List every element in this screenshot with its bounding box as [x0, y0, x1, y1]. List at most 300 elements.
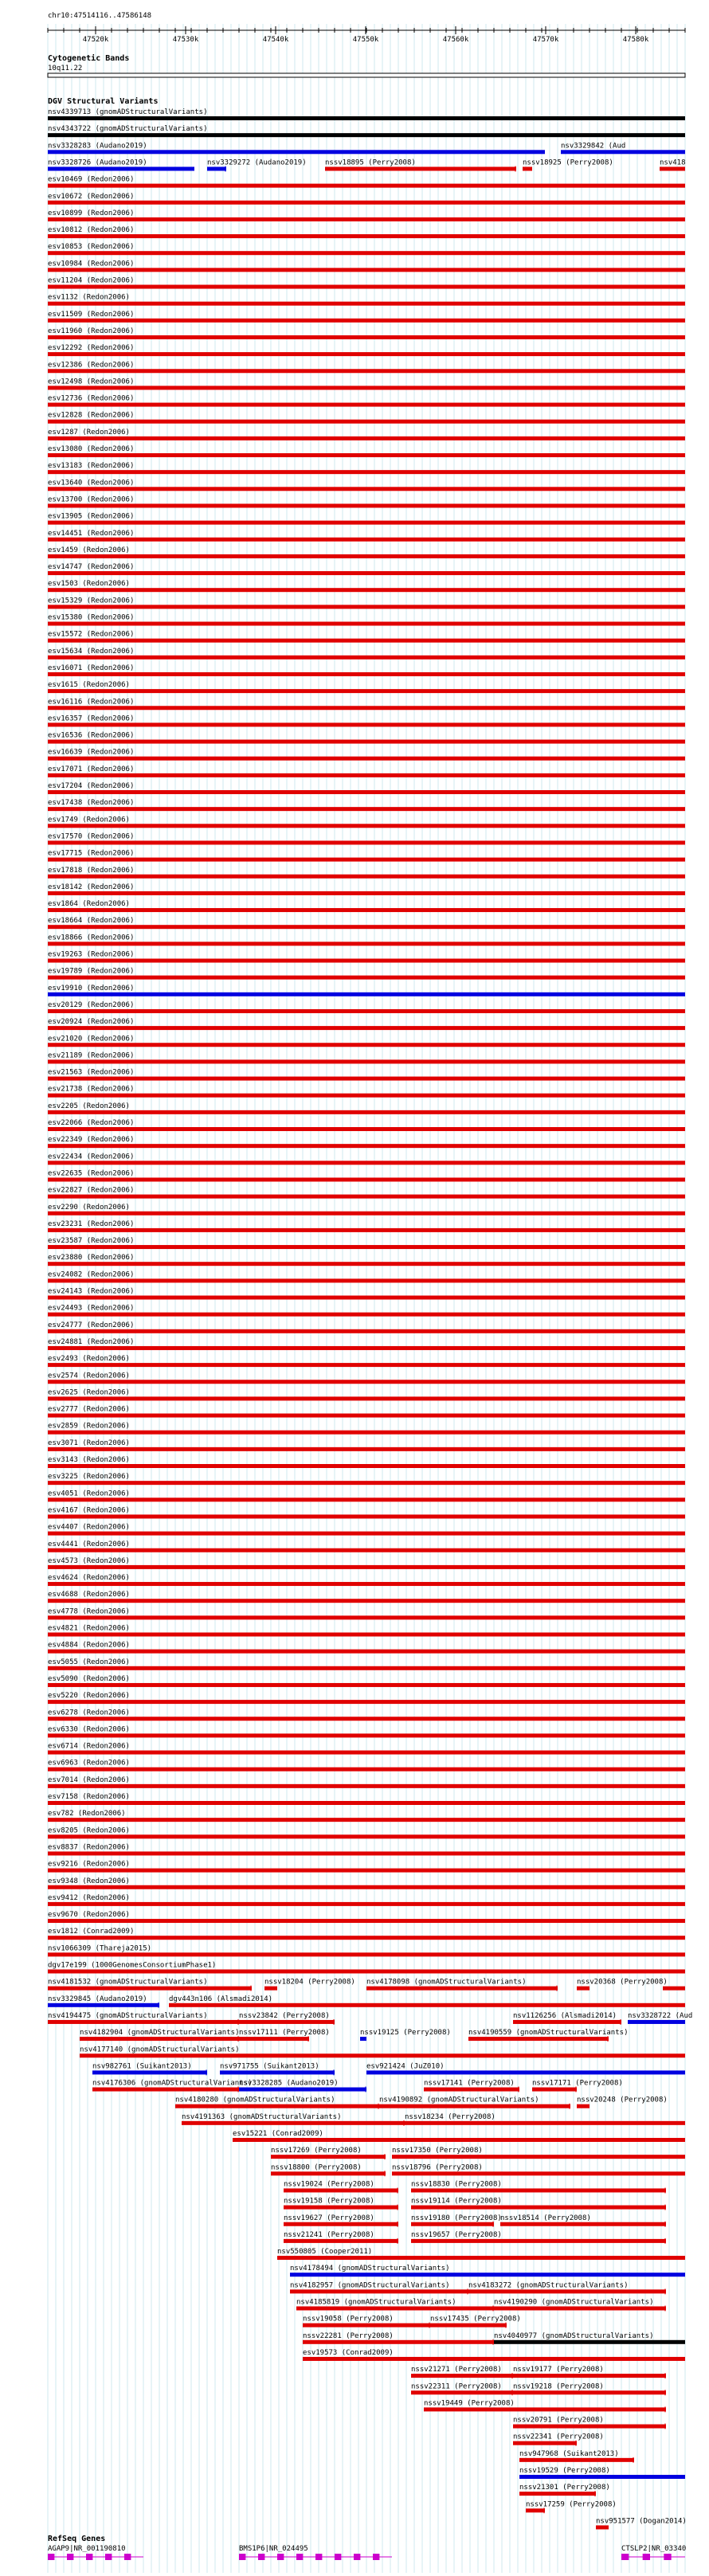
variant-bar[interactable]: [48, 437, 685, 440]
variant-label: esv11204 (Redon2006): [48, 276, 135, 285]
variant-bar[interactable]: [513, 2020, 621, 2024]
variant-bar[interactable]: [48, 1414, 685, 1418]
variant-bar[interactable]: [48, 1144, 685, 1148]
variant-label: nssv19125 (Perry2008): [360, 2029, 451, 2038]
variant-bar[interactable]: [48, 1009, 685, 1013]
variant-bar[interactable]: [239, 2037, 309, 2041]
variant-label: esv20924 (Redon2006): [48, 1018, 135, 1027]
variant-row: [284, 2198, 666, 2210]
variant-label: esv23880 (Redon2006): [48, 1254, 135, 1263]
variant-label: esv17071 (Redon2006): [48, 765, 135, 773]
gene-exon: [105, 2554, 112, 2560]
variant-bar[interactable]: [48, 1919, 685, 1923]
variant-bar[interactable]: [48, 1936, 685, 1940]
variant-bar[interactable]: [48, 251, 685, 255]
ruler-tick-label: 47540k: [262, 36, 289, 44]
variant-label: nsv4191363 (gnomADStructuralVariants): [182, 2112, 342, 2121]
variant-label: esv1459 (Redon2006): [48, 546, 130, 554]
variant-label: nssv19114 (Perry2008): [411, 2197, 502, 2206]
gene-exon: [277, 2554, 284, 2560]
variant-bar[interactable]: [48, 1818, 685, 1822]
variant-bar[interactable]: [48, 133, 685, 137]
variant-bar[interactable]: [48, 1329, 685, 1333]
variant-bar[interactable]: [277, 2256, 685, 2260]
variant-bar[interactable]: [271, 2171, 386, 2175]
variant-bar[interactable]: [660, 166, 685, 170]
variant-label: nssv18514 (Perry2008): [500, 2214, 591, 2222]
variant-bar[interactable]: [303, 2340, 494, 2344]
variant-label: nssv20368 (Perry2008): [577, 1978, 668, 1987]
variant-label: esv8837 (Redon2006): [48, 1843, 130, 1852]
variant-bar[interactable]: [48, 773, 685, 777]
variant-label: esv9216 (Redon2006): [48, 1860, 130, 1869]
variant-bar[interactable]: [92, 2070, 207, 2074]
variant-label: nssv19180 (Perry2008): [411, 2214, 502, 2222]
gene-exon: [621, 2554, 629, 2560]
variant-bar[interactable]: [48, 1565, 685, 1569]
variant-bar[interactable]: [48, 150, 545, 154]
variant-bar[interactable]: [48, 1615, 685, 1619]
variant-label: nssv17171 (Perry2008): [532, 2079, 623, 2088]
variant-label: esv12736 (Redon2006): [48, 394, 135, 403]
variant-label: esv7158 (Redon2006): [48, 1793, 130, 1801]
variant-bar[interactable]: [405, 2121, 685, 2125]
variant-bar[interactable]: [182, 2121, 405, 2125]
variant-label: esv1287 (Redon2006): [48, 428, 130, 437]
variant-label: esv9670 (Redon2006): [48, 1911, 130, 1920]
variant-bar[interactable]: [500, 2222, 666, 2226]
variant-bar[interactable]: [48, 605, 685, 609]
variant-label: esv4167 (Redon2006): [48, 1506, 130, 1515]
variant-bar[interactable]: [48, 1532, 685, 1536]
variant-bar[interactable]: [523, 166, 532, 170]
variant-bar[interactable]: [411, 2206, 666, 2210]
variant-bar[interactable]: [392, 2155, 685, 2159]
variant-label: esv18664 (Redon2006): [48, 917, 135, 926]
variant-bar[interactable]: [48, 1059, 685, 1063]
variant-label: nsv4178494 (gnomADStructuralVariants): [290, 2265, 450, 2273]
variant-label: esv21738 (Redon2006): [48, 1085, 135, 1094]
variant-bar[interactable]: [513, 2390, 666, 2394]
variant-bar[interactable]: [48, 1245, 685, 1249]
variant-bar[interactable]: [513, 2441, 577, 2445]
variant-bar[interactable]: [48, 453, 685, 457]
variant-label: esv22434 (Redon2006): [48, 1153, 135, 1161]
variant-bar[interactable]: [48, 1599, 685, 1603]
variant-bar[interactable]: [207, 166, 226, 170]
variant-bar[interactable]: [468, 2289, 666, 2293]
variant-label: esv16357 (Redon2006): [48, 714, 135, 723]
variant-bar[interactable]: [48, 1834, 685, 1838]
variant-label: nsv4177140 (gnomADStructuralVariants): [80, 2046, 240, 2054]
variant-bar[interactable]: [48, 1733, 685, 1737]
variant-label: esv13700 (Redon2006): [48, 495, 135, 504]
variant-bar[interactable]: [48, 1514, 685, 1518]
variant-bar[interactable]: [48, 840, 685, 844]
variant-bar[interactable]: [48, 992, 685, 996]
variant-label: nsv947968 (Suikant2013): [519, 2449, 619, 2458]
variant-bar[interactable]: [290, 2273, 685, 2277]
variant-label: esv24881 (Redon2006): [48, 1337, 135, 1346]
refseq-gene[interactable]: [239, 2545, 392, 2560]
variant-bar[interactable]: [48, 1346, 685, 1350]
variant-bar[interactable]: [48, 942, 685, 945]
variant-bar[interactable]: [411, 2239, 666, 2243]
variant-bar[interactable]: [48, 1548, 685, 1552]
variant-label: esv22827 (Redon2006): [48, 1186, 135, 1195]
variant-bar[interactable]: [239, 2020, 335, 2024]
variant-bar[interactable]: [48, 369, 685, 373]
variant-bar[interactable]: [366, 2070, 685, 2074]
variant-label: esv1749 (Redon2006): [48, 816, 130, 824]
variant-bar[interactable]: [494, 2340, 685, 2344]
variant-label: esv1615 (Redon2006): [48, 681, 130, 690]
variant-bar[interactable]: [48, 1851, 685, 1855]
variant-row: [596, 2517, 687, 2529]
variant-bar[interactable]: [628, 2020, 685, 2024]
variant-bar[interactable]: [233, 2138, 685, 2142]
ruler-tick-label: 47530k: [172, 36, 199, 44]
variant-label: nsv4343722 (gnomADStructuralVariants): [48, 125, 208, 134]
variant-label: nssv17141 (Perry2008): [424, 2079, 515, 2088]
variant-label: esv6963 (Redon2006): [48, 1759, 130, 1768]
variant-bar[interactable]: [48, 302, 685, 306]
variant-bar[interactable]: [48, 1026, 685, 1030]
ruler-tick-label: 47570k: [532, 36, 559, 44]
gene-exon: [643, 2554, 650, 2560]
variant-bar[interactable]: [48, 386, 685, 390]
variant-bar[interactable]: [48, 554, 685, 558]
variant-bar[interactable]: [92, 2088, 239, 2092]
variant-label: esv3071 (Redon2006): [48, 1439, 130, 1447]
variant-label: esv16116 (Redon2006): [48, 698, 135, 707]
variant-label: esv17204 (Redon2006): [48, 782, 135, 790]
variant-bar[interactable]: [48, 1043, 685, 1047]
variant-label: nssv17269 (Perry2008): [271, 2147, 362, 2155]
variant-bar[interactable]: [48, 622, 685, 626]
cytoband-bar[interactable]: [48, 73, 685, 77]
variant-bar[interactable]: [325, 166, 516, 170]
variant-bar[interactable]: [48, 166, 194, 170]
variant-bar[interactable]: [424, 2407, 666, 2411]
cytoband-label: 10q11.22: [48, 65, 83, 72]
variant-bar[interactable]: [48, 1768, 685, 1771]
variant-bar[interactable]: [561, 150, 685, 154]
variant-bar[interactable]: [392, 2171, 685, 2175]
variant-label: nsv1066309 (Thareja2015): [48, 1944, 152, 1953]
variant-row: [519, 2450, 634, 2463]
variant-row: [92, 2080, 623, 2093]
variant-bar[interactable]: [48, 420, 685, 424]
variant-bar[interactable]: [48, 740, 685, 744]
variant-bar[interactable]: [519, 2492, 596, 2496]
variant-label: esv22635 (Redon2006): [48, 1169, 135, 1178]
variant-bar[interactable]: [48, 234, 685, 238]
variant-bar[interactable]: [48, 1987, 252, 1991]
variant-bar[interactable]: [48, 1481, 685, 1485]
variant-label: esv20129 (Redon2006): [48, 1000, 135, 1009]
variant-bar[interactable]: [596, 2525, 609, 2529]
ruler-tick-label: 47580k: [622, 36, 649, 44]
variant-bar[interactable]: [526, 2508, 545, 2512]
variant-bar[interactable]: [48, 639, 685, 643]
variant-label: esv6278 (Redon2006): [48, 1709, 130, 1717]
variant-label: esv22349 (Redon2006): [48, 1136, 135, 1145]
variant-bar[interactable]: [80, 2037, 239, 2041]
variant-label: nssv19177 (Perry2008): [513, 2366, 604, 2374]
variant-label: esv4778 (Redon2006): [48, 1607, 130, 1616]
variant-label: nsv4183272 (gnomADStructuralVariants): [468, 2281, 629, 2290]
gene-label: CTSLP2|NR_03340: [621, 2545, 687, 2553]
variant-label: nssv17435 (Perry2008): [430, 2315, 521, 2323]
variant-label: nssv21301 (Perry2008): [519, 2484, 610, 2492]
variant-bar[interactable]: [48, 571, 685, 575]
variant-label: esv12386 (Redon2006): [48, 361, 135, 370]
variant-bar[interactable]: [577, 1987, 590, 1991]
variant-label: esv4688 (Redon2006): [48, 1591, 130, 1599]
variant-bar[interactable]: [48, 1177, 685, 1181]
variant-label: nsv4185819 (gnomADStructuralVariants): [296, 2298, 456, 2307]
variant-bar[interactable]: [48, 588, 685, 592]
variant-label: esv2859 (Redon2006): [48, 1422, 130, 1431]
variant-bar[interactable]: [296, 2307, 494, 2311]
variant-bar[interactable]: [48, 285, 685, 289]
variant-bar[interactable]: [48, 976, 685, 980]
variant-label: nsv550805 (Cooper2011): [277, 2248, 373, 2257]
variant-bar[interactable]: [379, 2104, 570, 2108]
variant-bar[interactable]: [48, 959, 685, 963]
variant-bar[interactable]: [48, 875, 685, 879]
variant-bar[interactable]: [48, 503, 685, 507]
variant-bar[interactable]: [48, 1296, 685, 1300]
variant-label: esv17715 (Redon2006): [48, 849, 135, 858]
variant-bar[interactable]: [48, 116, 685, 120]
variant-bar[interactable]: [48, 1633, 685, 1637]
variant-bar[interactable]: [48, 689, 685, 693]
variant-bar[interactable]: [48, 1717, 685, 1721]
variant-bar[interactable]: [48, 1110, 685, 1114]
variant-bar[interactable]: [360, 2037, 366, 2041]
variant-bar[interactable]: [468, 2037, 609, 2041]
variant-label: nsv4339713 (gnomADStructuralVariants): [48, 108, 208, 116]
variant-label: nsv4180280 (gnomADStructuralVariants): [175, 2096, 335, 2104]
variant-bar[interactable]: [284, 2239, 398, 2243]
variant-label: nsv4194475 (gnomADStructuralVariants): [48, 2011, 208, 2020]
variant-bar[interactable]: [48, 1464, 685, 1468]
variant-label: esv3225 (Redon2006): [48, 1473, 130, 1482]
variant-bar[interactable]: [48, 1902, 685, 1906]
variant-bar[interactable]: [48, 268, 685, 272]
variant-bar[interactable]: [48, 1666, 685, 1670]
variant-bar[interactable]: [48, 1195, 685, 1199]
variant-bar[interactable]: [48, 824, 685, 828]
variant-bar[interactable]: [239, 2088, 366, 2092]
variant-label: nsv971755 (Suikant2013): [220, 2062, 319, 2071]
variant-bar[interactable]: [513, 2374, 666, 2378]
variant-bar[interactable]: [48, 538, 685, 542]
variant-bar[interactable]: [48, 1396, 685, 1400]
variant-bar[interactable]: [519, 2475, 685, 2479]
variant-label: esv1812 (Conrad2009): [48, 1928, 135, 1936]
variant-bar[interactable]: [48, 201, 685, 205]
variant-bar[interactable]: [48, 1801, 685, 1805]
variant-label: nsv4181532 (gnomADStructuralVariants): [48, 1978, 208, 1987]
variant-label: esv1503 (Redon2006): [48, 580, 130, 589]
variant-bar[interactable]: [48, 1447, 685, 1451]
ruler-tick-label: 47520k: [82, 36, 109, 44]
variant-bar[interactable]: [48, 1212, 685, 1216]
variant-label: dgv443n106 (Alsmadi2014): [169, 1995, 273, 2003]
variant-bar[interactable]: [48, 1262, 685, 1266]
variant-bar[interactable]: [48, 790, 685, 794]
variant-bar[interactable]: [220, 2070, 335, 2074]
variant-bar[interactable]: [48, 1885, 685, 1889]
variant-bar[interactable]: [48, 403, 685, 407]
variant-row: [271, 2163, 685, 2176]
variant-label: nssv19218 (Perry2008): [513, 2382, 604, 2391]
variant-label: esv10853 (Redon2006): [48, 243, 135, 252]
variant-row: [271, 2147, 685, 2159]
gene-exon: [124, 2554, 131, 2560]
variant-bar[interactable]: [48, 1127, 685, 1131]
variant-row: [513, 2417, 666, 2429]
variant-bar[interactable]: [577, 2104, 590, 2108]
variant-bar[interactable]: [48, 1161, 685, 1165]
variant-bar[interactable]: [48, 470, 685, 474]
variant-bar[interactable]: [366, 1987, 558, 1991]
variant-bar[interactable]: [175, 2104, 379, 2108]
variant-bar[interactable]: [48, 2020, 239, 2024]
variant-label: esv5090 (Redon2006): [48, 1674, 130, 1683]
gene-exon: [335, 2554, 341, 2560]
variant-bar[interactable]: [663, 1987, 685, 1991]
variant-bar[interactable]: [284, 2206, 398, 2210]
variant-bar[interactable]: [48, 858, 685, 862]
variant-bar[interactable]: [411, 2374, 513, 2378]
variant-bar[interactable]: [48, 335, 685, 339]
variant-bar[interactable]: [424, 2088, 519, 2092]
variant-bar[interactable]: [48, 1077, 685, 1081]
variant-bar[interactable]: [48, 521, 685, 525]
variant-bar[interactable]: [48, 1582, 685, 1586]
variant-bar[interactable]: [48, 319, 685, 323]
variant-bar[interactable]: [494, 2307, 666, 2311]
variant-bar[interactable]: [411, 2188, 666, 2192]
variant-bar[interactable]: [271, 2155, 386, 2159]
cytoband-track-title: Cytogenetic Bands: [48, 54, 130, 63]
variant-bar[interactable]: [48, 1700, 685, 1704]
variant-bar[interactable]: [80, 2053, 685, 2057]
variant-bar[interactable]: [48, 1784, 685, 1788]
variant-label: esv2777 (Redon2006): [48, 1405, 130, 1414]
variant-label: nssv19158 (Perry2008): [284, 2197, 374, 2206]
variant-label: esv24143 (Redon2006): [48, 1287, 135, 1296]
variant-bar[interactable]: [48, 1650, 685, 1654]
variant-bar[interactable]: [48, 184, 685, 188]
variant-row: [175, 2096, 668, 2109]
variant-bar[interactable]: [48, 1313, 685, 1317]
variant-label: nsv982761 (Suikant2013): [92, 2062, 192, 2071]
variant-bar[interactable]: [48, 656, 685, 660]
variant-bar[interactable]: [303, 2323, 430, 2327]
refseq-gene[interactable]: [621, 2545, 686, 2560]
gene-exon: [86, 2554, 92, 2560]
variant-label: esv15634 (Redon2006): [48, 647, 135, 656]
variant-bar[interactable]: [411, 2222, 494, 2226]
variant-bar[interactable]: [532, 2088, 577, 2092]
variant-bar[interactable]: [48, 217, 685, 221]
variant-bar[interactable]: [48, 1431, 685, 1435]
variant-label: esv19789 (Redon2006): [48, 967, 135, 976]
variant-bar[interactable]: [264, 1987, 277, 1991]
variant-bar[interactable]: [48, 672, 685, 676]
variant-bar[interactable]: [48, 1228, 685, 1232]
variant-bar[interactable]: [48, 891, 685, 895]
variant-bar[interactable]: [169, 2003, 685, 2007]
variant-bar[interactable]: [48, 925, 685, 929]
variant-label: esv4051 (Redon2006): [48, 1490, 130, 1498]
variant-label: esv15221 (Conrad2009): [233, 2130, 323, 2138]
variant-bar[interactable]: [48, 1952, 685, 1956]
variant-label: nssv21241 (Perry2008): [284, 2230, 374, 2239]
variant-label: esv6330 (Redon2006): [48, 1725, 130, 1734]
variant-label: nsv4178098 (gnomADStructuralVariants): [366, 1978, 527, 1987]
variant-label: esv5220 (Redon2006): [48, 1692, 130, 1701]
variant-bar[interactable]: [48, 807, 685, 811]
variant-bar[interactable]: [48, 1380, 685, 1384]
variant-bar[interactable]: [48, 722, 685, 726]
variant-row: [48, 1979, 685, 1991]
variant-bar[interactable]: [48, 908, 685, 912]
variant-label: nssv19024 (Perry2008): [284, 2180, 374, 2189]
variant-bar[interactable]: [48, 1869, 685, 1873]
variant-bar[interactable]: [411, 2390, 513, 2394]
variant-label: esv21563 (Redon2006): [48, 1068, 135, 1077]
variant-label: esv24493 (Redon2006): [48, 1304, 135, 1313]
variant-row: [48, 2012, 692, 2025]
variant-bar[interactable]: [284, 2222, 398, 2226]
variant-label: esv9412 (Redon2006): [48, 1893, 130, 1902]
variant-bar[interactable]: [48, 487, 685, 491]
variant-bar[interactable]: [48, 1497, 685, 1501]
gene-exon: [354, 2554, 360, 2560]
variant-row: [233, 2130, 685, 2142]
variant-row: [290, 2265, 685, 2277]
variant-bar[interactable]: [48, 1278, 685, 1282]
variant-bar[interactable]: [284, 2188, 398, 2192]
variant-bar[interactable]: [48, 1094, 685, 1098]
refseq-track-title: RefSeq Genes: [48, 2535, 106, 2543]
variant-bar[interactable]: [48, 1751, 685, 1755]
variant-bar[interactable]: [290, 2289, 468, 2293]
variant-bar[interactable]: [48, 1683, 685, 1687]
variant-bar[interactable]: [48, 352, 685, 356]
variant-label: esv19910 (Redon2006): [48, 984, 135, 992]
variant-bar[interactable]: [430, 2323, 507, 2327]
variant-bar[interactable]: [48, 1363, 685, 1367]
variant-row: [303, 2316, 521, 2328]
variant-label: nsv1126256 (Alsmadi2014): [513, 2011, 617, 2020]
variant-label: esv14451 (Redon2006): [48, 529, 135, 538]
variant-bar[interactable]: [48, 1970, 685, 1974]
variant-bar[interactable]: [519, 2458, 634, 2462]
gene-exon: [67, 2554, 73, 2560]
variant-bar[interactable]: [303, 2357, 685, 2361]
variant-bar[interactable]: [48, 706, 685, 710]
variant-bar[interactable]: [513, 2425, 666, 2429]
variant-bar[interactable]: [48, 2003, 159, 2007]
variant-bar[interactable]: [48, 757, 685, 761]
